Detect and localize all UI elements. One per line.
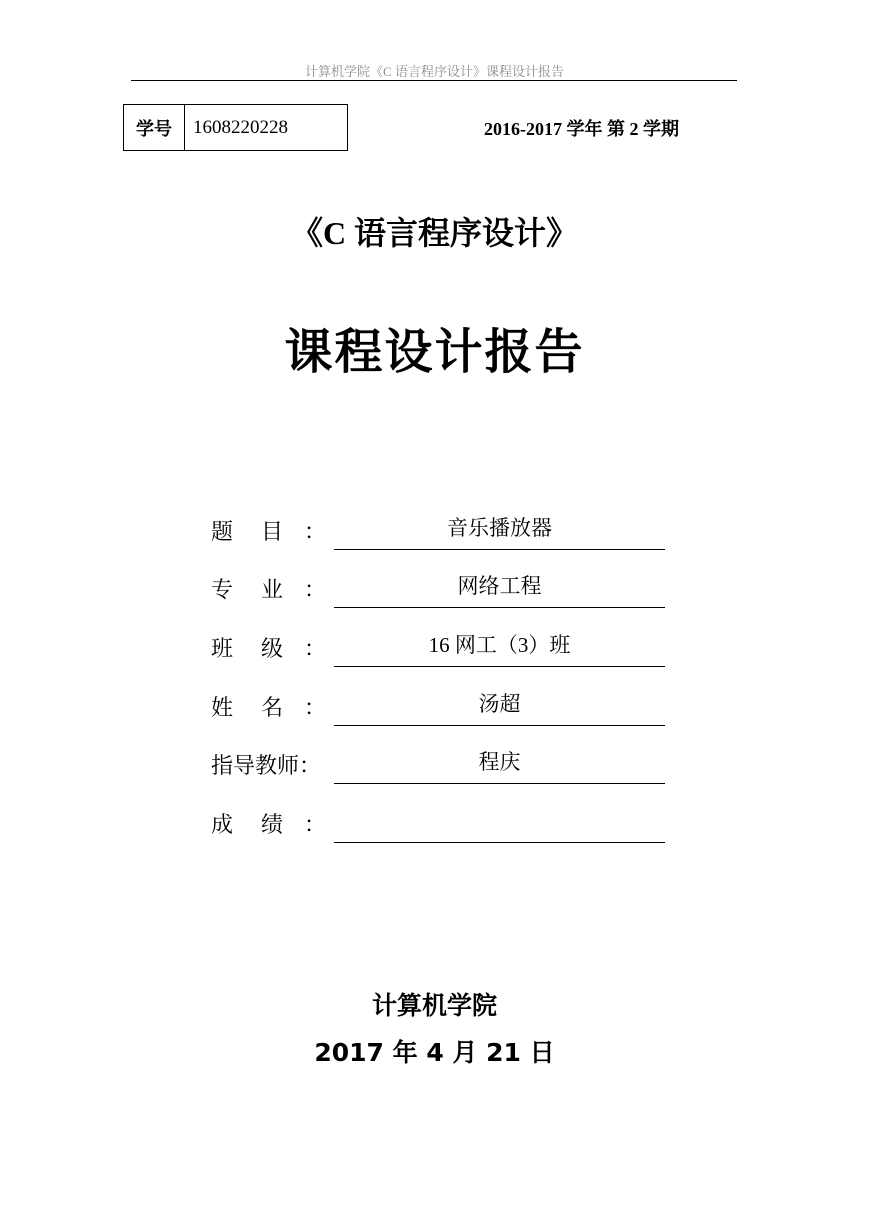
student-id-value: 1608220228 (193, 116, 288, 138)
info-row-name (211, 686, 666, 726)
info-label: 专 业 ： (211, 578, 326, 603)
info-label: 姓 名 ： (211, 696, 326, 721)
info-row-class (211, 627, 666, 667)
info-row-major (211, 568, 666, 608)
info-row-grade (211, 803, 666, 843)
running-header: 计算机学院《C 语言程序设计》课程设计报告 (305, 64, 564, 79)
footer-date: 2017 年 4 月 21 日 (314, 1038, 555, 1067)
report-title: 课程设计报告 (284, 324, 585, 380)
info-value-major: 网络工程 (334, 569, 665, 608)
student-id-box (123, 104, 348, 151)
info-row-topic (211, 510, 666, 550)
info-value-grade (334, 804, 665, 843)
info-value-class: 16 网工（3）班 (334, 628, 665, 667)
info-label: 指导教师： (211, 754, 322, 779)
footer-school: 计算机学院 (371, 991, 497, 1020)
student-id-label: 学号 (124, 105, 185, 150)
academic-term: 2016-2017 学年 第 2 学期 (484, 119, 679, 139)
info-label: 题 目 ： (211, 520, 326, 545)
info-value-topic: 音乐播放器 (334, 511, 665, 550)
info-row-advisor (211, 744, 666, 784)
info-label: 班 级 ： (211, 637, 326, 662)
info-value-advisor: 程庆 (334, 745, 665, 784)
info-label: 成 绩 ： (211, 813, 326, 838)
course-title: 《C 语言程序设计》 (290, 215, 579, 251)
info-value-name: 汤超 (334, 687, 665, 726)
header-rule (131, 80, 737, 81)
